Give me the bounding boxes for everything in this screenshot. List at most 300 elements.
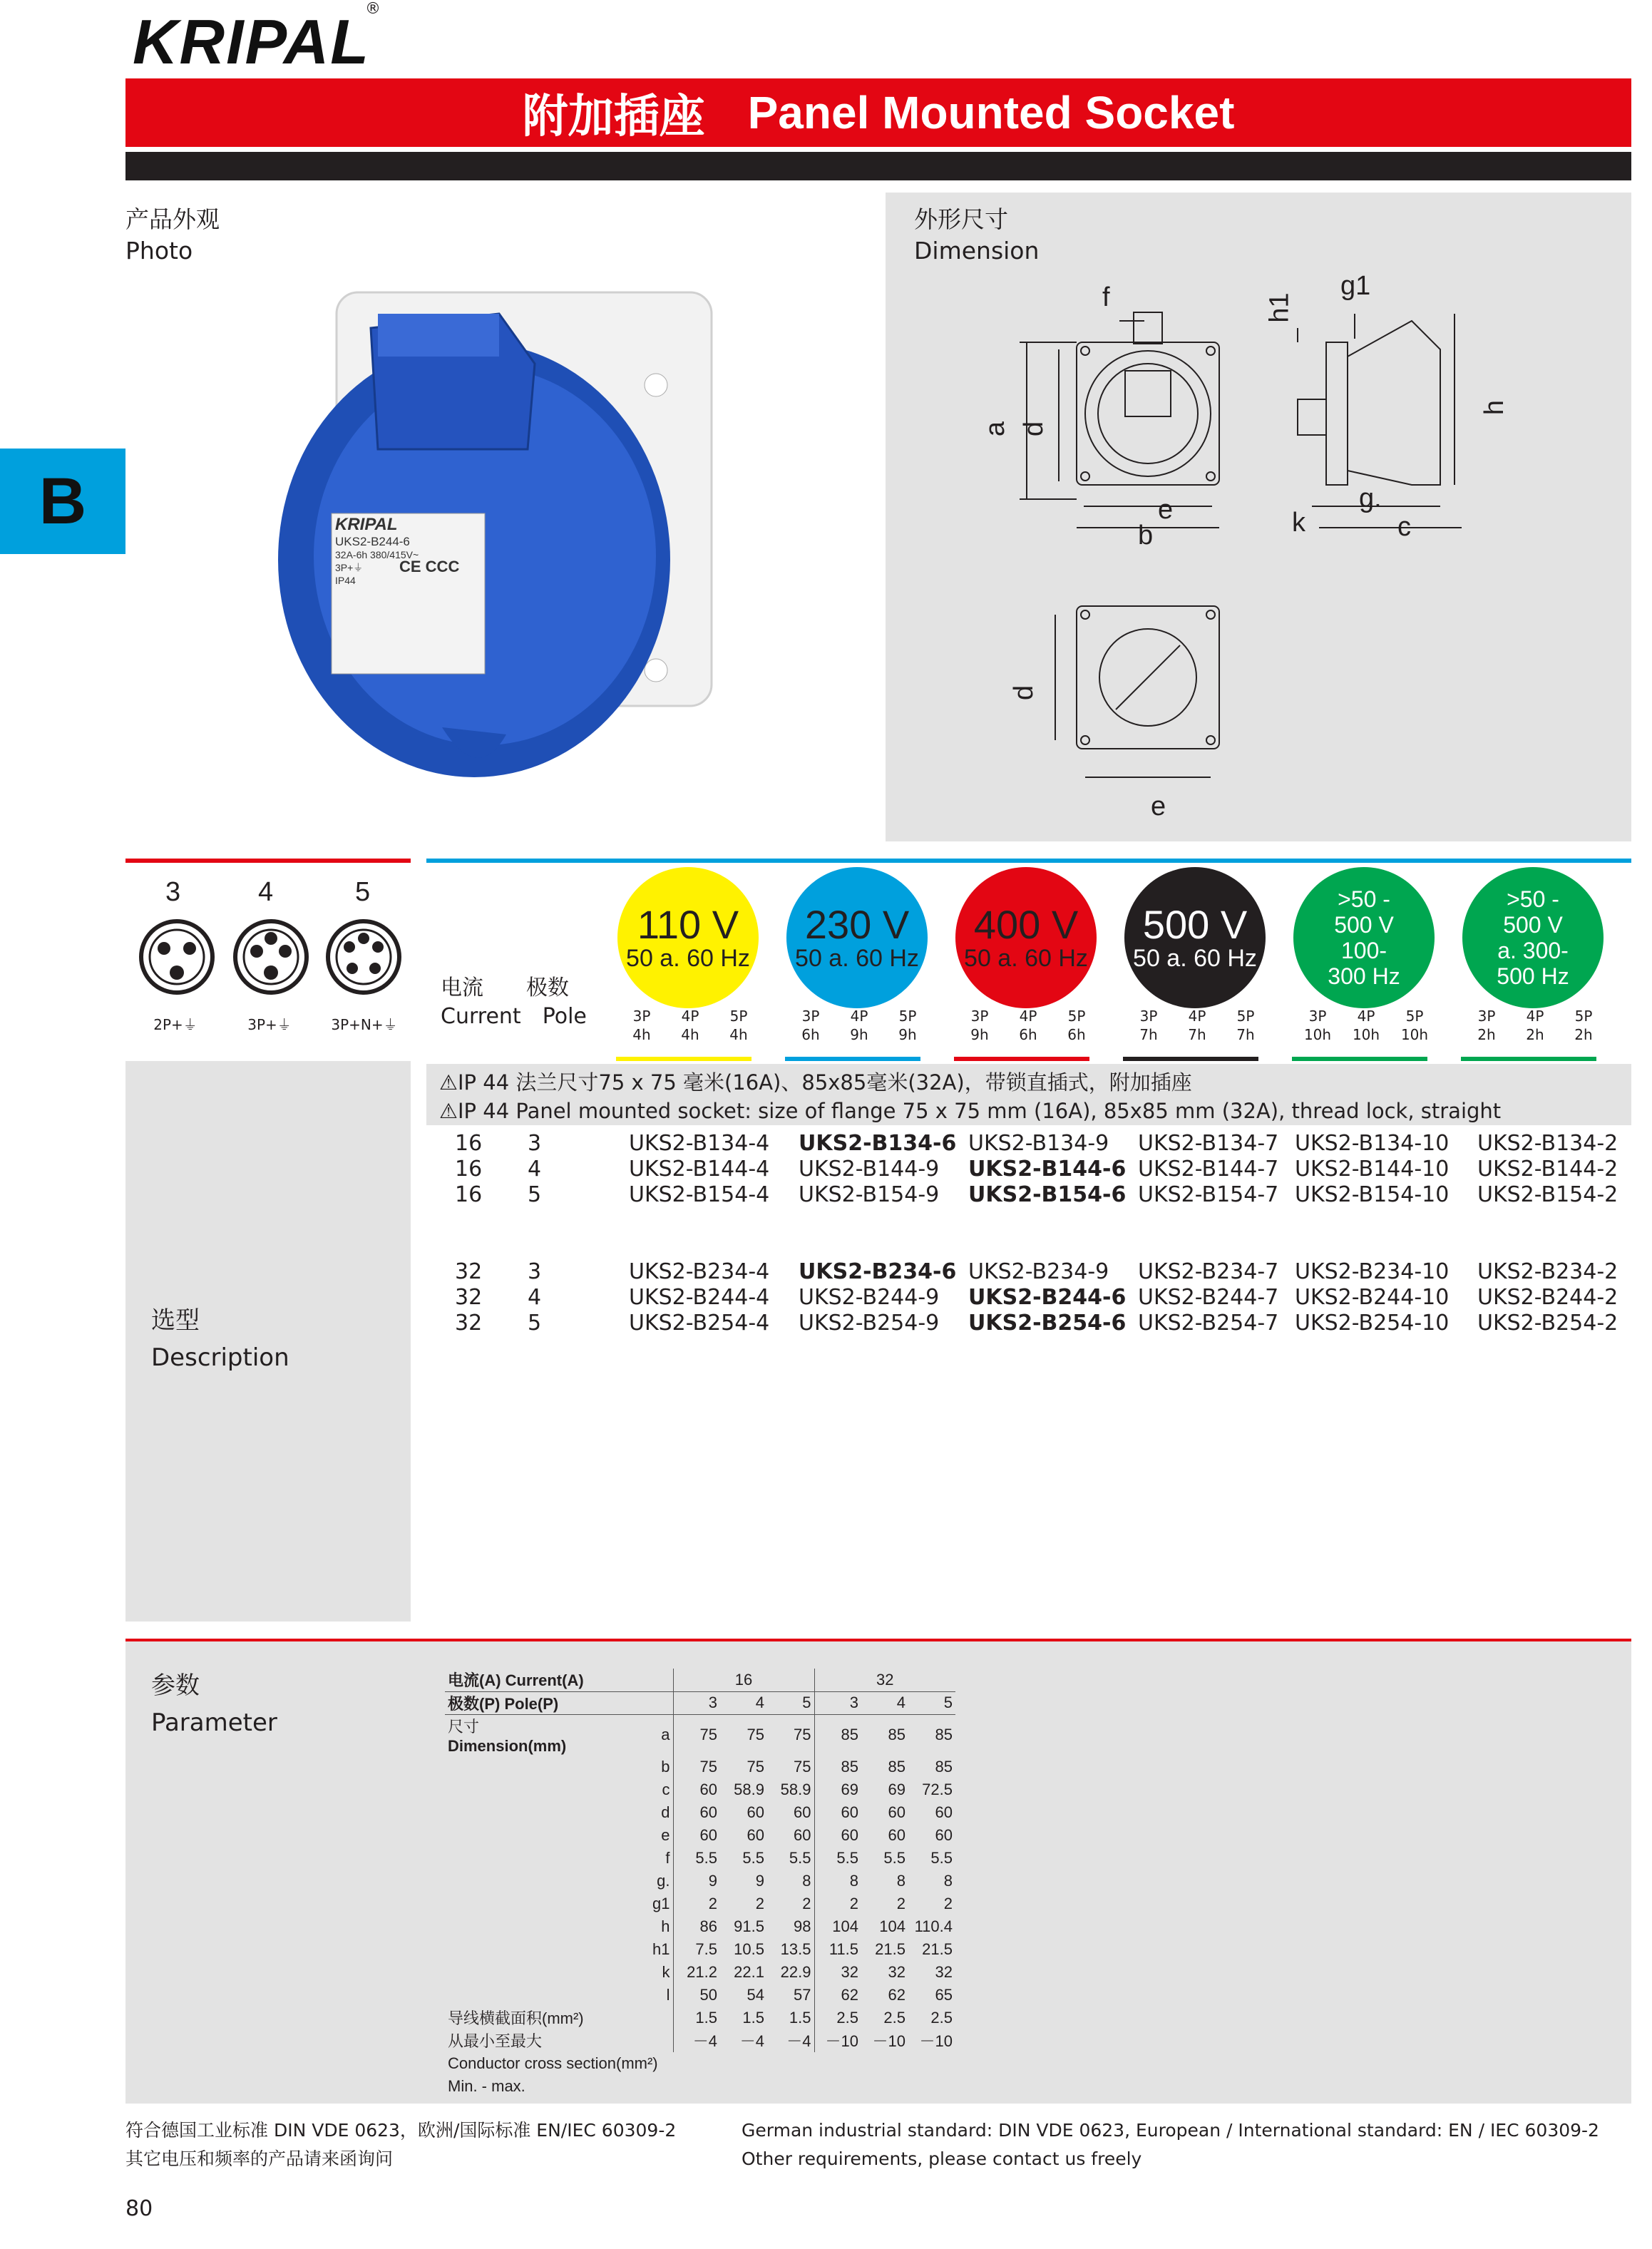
param-dim-value: 65: [935, 1985, 953, 2004]
pole-red-rule: [125, 859, 411, 863]
param-spacer: [630, 1669, 673, 1691]
pole-count: 4P: [681, 1008, 699, 1025]
param-wire-min: 2.5: [883, 2008, 905, 2027]
param-dim-value: 69: [814, 1778, 861, 1801]
param-dim-row: [445, 1714, 955, 1756]
pole-hour-position: [1226, 1007, 1266, 1044]
param-wire-cn1: 导线横截面积(mm²): [448, 2009, 584, 2027]
voltage-range-line: 300 Hz: [1328, 963, 1400, 989]
param-dim-value: 21.5: [922, 1940, 953, 1958]
param-dim-value: 2: [896, 1894, 905, 1912]
voltage-badge: [1124, 867, 1266, 1008]
dim-label-f: f: [1102, 282, 1110, 312]
voltage-range-line: 500 V: [1334, 912, 1394, 938]
frequency-value: 50 a. 60 Hz: [1133, 945, 1257, 972]
param-wire-max: －4: [739, 2032, 764, 2050]
voltage-range-line: >50 -: [1507, 886, 1559, 912]
pole-hour-position: [622, 1007, 662, 1044]
param-dim-key: a: [661, 1726, 670, 1743]
param-wire-row: [445, 2075, 955, 2098]
pole-hour-position: [1129, 1007, 1169, 1044]
dim-label-d: d: [1019, 421, 1050, 437]
voltage-value: 400 V: [973, 902, 1079, 947]
param-spacer: [445, 1870, 630, 1892]
param-dim-value: 69: [888, 1780, 905, 1798]
pole-number-3: 3: [165, 877, 181, 907]
dim-label-h: h: [1479, 399, 1510, 416]
param-dim-value: 32: [814, 1961, 861, 1984]
hour-position: 4h: [632, 1026, 651, 1043]
photo-label-cn: 产品外观: [125, 205, 220, 233]
hour-position: 6h: [801, 1026, 820, 1043]
param-dim-value: 75: [747, 1726, 764, 1743]
param-dim-value: 60: [935, 1803, 953, 1821]
model-code: UKS2-B154-4: [629, 1182, 770, 1207]
hour-position: 7h: [1236, 1026, 1255, 1043]
pole-count: 3P: [801, 1008, 820, 1025]
param-pole-row: [445, 1691, 955, 1714]
param-wire-max: －4: [786, 2032, 811, 2050]
param-dim-value: 22.9: [780, 1962, 811, 1981]
param-current-16: 16: [673, 1669, 814, 1691]
param-spacer: [445, 1915, 630, 1938]
model-code: UKS2-B134-4: [629, 1131, 770, 1156]
param-wire-min: 1.5: [742, 2008, 764, 2027]
param-current-row: [445, 1669, 955, 1691]
title-en: Panel Mounted Socket: [747, 87, 1235, 138]
param-current-32: 32: [814, 1669, 955, 1691]
voltage-badge: [786, 867, 928, 1008]
param-dim-row: [445, 1892, 955, 1915]
param-dim-value: 54: [747, 1985, 764, 2004]
param-dim-row: [445, 1778, 955, 1801]
param-dim-value: 2: [755, 1894, 764, 1912]
parameter-heading: [151, 1667, 277, 1741]
param-dim-label: [445, 1714, 630, 1756]
model-code: UKS2-B234-2: [1477, 1259, 1618, 1284]
hour-position: 9h: [970, 1026, 989, 1043]
hour-position: 2h: [1574, 1026, 1593, 1043]
hour-position: 6h: [1019, 1026, 1037, 1043]
param-dim-value: 60: [888, 1803, 905, 1821]
model-row: [426, 1285, 1631, 1311]
param-pole-value: 4: [720, 1691, 767, 1714]
model-code: UKS2-B154-7: [1138, 1182, 1279, 1207]
param-dim-row: [445, 1961, 955, 1984]
frequency-value: 50 a. 60 Hz: [626, 945, 750, 972]
model-code: UKS2-B144-4: [629, 1157, 770, 1182]
param-wire-row: [445, 2052, 955, 2075]
param-dim-cn: 尺寸: [448, 1717, 480, 1736]
model-code: UKS2-B254-2: [1477, 1311, 1618, 1336]
brand-logo: KRIPAL: [133, 6, 371, 77]
param-dim-row: [445, 1870, 955, 1892]
param-dim-value: 8: [943, 1871, 953, 1890]
param-dim-value: 85: [935, 1757, 953, 1776]
model-code: UKS2-B234-4: [629, 1259, 770, 1284]
param-dim-key: e: [661, 1825, 670, 1844]
model-code: UKS2-B244-4: [629, 1285, 770, 1310]
pole-hour-position: [839, 1007, 879, 1044]
hour-position: 7h: [1188, 1026, 1206, 1043]
voltage-range-line: 100-: [1340, 938, 1387, 963]
param-dim-key: b: [661, 1757, 670, 1776]
model-row: [426, 1131, 1631, 1157]
voltage-badge: [617, 867, 759, 1008]
warning-icon: ⚠: [439, 1099, 458, 1123]
param-dim-value: 85: [935, 1726, 953, 1743]
pole-hour-position: [1177, 1007, 1217, 1044]
pole-label-4p: 3P+⏚: [247, 1016, 292, 1033]
section-tab: B: [0, 449, 125, 554]
param-dim-value: 60: [747, 1803, 764, 1821]
param-dim-en: Dimension(mm): [448, 1736, 567, 1755]
param-dim-key: k: [662, 1962, 670, 1981]
param-wire-max: －10: [872, 2032, 905, 2050]
param-dim-key: d: [661, 1803, 670, 1821]
param-dim-value: 75: [794, 1726, 811, 1743]
description-label-en: Description: [151, 1343, 289, 1372]
model-row: [426, 1311, 1631, 1336]
param-dim-value: 60: [794, 1825, 811, 1844]
voltage-range-line: 500 Hz: [1497, 963, 1569, 989]
param-spacer: [445, 1961, 630, 1984]
param-wire-row: [445, 2029, 955, 2052]
current-cell: 16: [455, 1157, 483, 1182]
param-wire-max: －10: [814, 2029, 861, 2052]
dim-label-b: b: [1138, 521, 1154, 550]
param-dim-value: 60: [673, 1824, 720, 1847]
param-dim-value: 60: [794, 1803, 811, 1821]
param-dim-value: 22.1: [734, 1962, 764, 1981]
param-spacer: [445, 1778, 630, 1801]
current-label-en: Current: [441, 1004, 521, 1029]
model-code: UKS2-B134-2: [1477, 1131, 1618, 1156]
param-dim-value: 75: [794, 1757, 811, 1776]
pole-hour-position: [1057, 1007, 1097, 1044]
model-code: UKS2-B244-9: [799, 1285, 940, 1310]
pole-count: 4P: [850, 1008, 868, 1025]
voltage-blue-rule: [426, 859, 1631, 863]
param-dim-value: 8: [802, 1871, 811, 1890]
param-dim-value: 104: [879, 1917, 905, 1935]
pole-hour-position: [1564, 1007, 1604, 1044]
param-dim-value: 60: [814, 1801, 861, 1824]
param-wire-row: [445, 2007, 955, 2029]
param-dim-value: 60: [747, 1825, 764, 1844]
param-dim-value: 21.5: [875, 1940, 905, 1958]
model-code: UKS2-B234-7: [1138, 1259, 1279, 1284]
voltage-column: [1289, 867, 1458, 1067]
model-code: UKS2-B154-9: [799, 1182, 940, 1207]
footer-cn: [125, 2116, 676, 2173]
model-code: UKS2-B144-6: [968, 1157, 1127, 1182]
model-code: UKS2-B244-10: [1295, 1285, 1450, 1310]
param-dim-value: 57: [794, 1985, 811, 2004]
dim-label-e-bottom: e: [1151, 791, 1166, 821]
pole-cell: 5: [528, 1182, 542, 1207]
param-dim-key: g1: [652, 1894, 670, 1912]
param-pole-cn: 极数(P): [448, 1694, 501, 1713]
param-dim-value: 91.5: [734, 1917, 764, 1935]
voltage-color-bar: [616, 1057, 751, 1061]
hour-position: 7h: [1139, 1026, 1158, 1043]
param-dim-value: 13.5: [780, 1940, 811, 1958]
title-underbar: [125, 152, 1631, 180]
param-dim-row: [445, 1847, 955, 1870]
param-dim-value: 2: [673, 1892, 720, 1915]
nameplate-brand: KRIPAL: [335, 515, 398, 534]
current-label-cn: 电流: [441, 975, 483, 1000]
voltage-value: 500 V: [1142, 902, 1248, 947]
pole-label-cn: 极数: [526, 975, 569, 1000]
voltage-badge: [955, 867, 1097, 1008]
model-code: UKS2-B254-4: [629, 1311, 770, 1336]
model-code: UKS2-B134-6: [799, 1131, 957, 1156]
pole-label-3p: 2P+⏚: [153, 1016, 197, 1033]
hour-position: 9h: [898, 1026, 917, 1043]
param-pole-value: 3: [673, 1691, 720, 1714]
parameter-table: [445, 1669, 987, 2098]
footer-en: [742, 2116, 1599, 2173]
model-code: UKS2-B154-10: [1295, 1182, 1450, 1207]
param-dim-value: 5.5: [814, 1847, 861, 1870]
param-dim-value: 75: [673, 1714, 720, 1756]
hour-position: 2h: [1526, 1026, 1544, 1043]
param-dim-value: 62: [888, 1985, 905, 2004]
pole-count: 4P: [1357, 1008, 1375, 1025]
param-spacer: [445, 1801, 630, 1824]
pole-panel: [125, 877, 411, 1055]
pole-count: 4P: [1526, 1008, 1544, 1025]
pole-hour-position: [670, 1007, 710, 1044]
voltage-column: [1120, 867, 1289, 1067]
param-dim-value: 62: [814, 1984, 861, 2007]
param-dim-value: 9: [755, 1871, 764, 1890]
voltage-column: [613, 867, 782, 1067]
model-code: UKS2-B134-10: [1295, 1131, 1450, 1156]
pole-hour-position: [888, 1007, 928, 1044]
note-cn: IP 44 法兰尺寸75 x 75 毫米(16A)、85x85毫米(32A)，带锁直插式，附加插座: [458, 1070, 1192, 1095]
voltage-badge: [1462, 867, 1604, 1008]
dim-label-c: c: [1397, 512, 1411, 542]
pin-layout-3p-icon: [141, 921, 212, 993]
hour-position: 4h: [729, 1026, 748, 1043]
param-dim-value: 86: [673, 1915, 720, 1938]
footer-en-1: German industrial standard: DIN VDE 0623, European / International standard: EN / IEC 60309-2: [742, 2120, 1599, 2141]
model-code: UKS2-B254-10: [1295, 1311, 1450, 1336]
pole-hour-position: [1298, 1007, 1338, 1044]
param-dim-value: 85: [888, 1757, 905, 1776]
model-code: UKS2-B134-9: [968, 1131, 1109, 1156]
voltage-color-bar: [1461, 1057, 1596, 1061]
current-cell: 32: [455, 1311, 483, 1336]
pole-count: 5P: [1067, 1008, 1086, 1025]
param-dim-key: l: [666, 1985, 670, 2004]
pole-cell: 4: [528, 1157, 542, 1182]
param-dim-value: 60: [888, 1825, 905, 1844]
param-dim-value: 58.9: [734, 1780, 764, 1798]
param-dim-value: 8: [896, 1871, 905, 1890]
pole-count: 5P: [898, 1008, 917, 1025]
parameter-label-en: Parameter: [151, 1708, 277, 1737]
pole-label-en: Pole: [542, 1004, 587, 1029]
nameplate-model: UKS2-B244-6: [335, 535, 410, 548]
model-row: [426, 1259, 1631, 1285]
param-dim-key: h1: [652, 1940, 670, 1958]
param-current-label: [445, 1669, 630, 1691]
param-dim-value: 110.4: [914, 1917, 953, 1935]
model-code: UKS2-B234-6: [799, 1259, 957, 1284]
voltage-badge: [1293, 867, 1435, 1008]
param-dim-value: 2: [943, 1894, 953, 1912]
page-number: 80: [125, 2196, 153, 2221]
pole-cell: 3: [528, 1131, 542, 1156]
model-code: UKS2-B244-6: [968, 1285, 1127, 1310]
param-dim-value: 5.5: [789, 1848, 811, 1867]
param-wire-min: 1.5: [673, 2007, 720, 2029]
param-dim-value: 85: [814, 1756, 861, 1778]
param-pole-value: 4: [861, 1691, 908, 1714]
warning-icon: ⚠: [439, 1070, 458, 1095]
dimension-heading: [914, 204, 1039, 267]
param-dim-value: 2: [802, 1894, 811, 1912]
param-dim-value: 75: [673, 1756, 720, 1778]
dim-label-h1: h1: [1264, 292, 1295, 323]
param-wire-en1: Conductor cross section(mm²): [448, 2054, 658, 2072]
param-dim-row: [445, 1801, 955, 1824]
param-spacer: [630, 2029, 673, 2052]
dim-label-d-bottom: d: [1009, 685, 1040, 701]
dimension-label-en: Dimension: [914, 237, 1040, 265]
title-band: [125, 78, 1631, 147]
param-pole-value: 3: [814, 1691, 861, 1714]
pole-hour-position: [1395, 1007, 1435, 1044]
param-dim-key: c: [662, 1780, 670, 1798]
current-cell: 32: [455, 1285, 483, 1310]
param-dim-value: 32: [888, 1962, 905, 1981]
model-code: UKS2-B154-2: [1477, 1182, 1618, 1207]
param-pole-en: Pole(P): [504, 1694, 559, 1713]
param-dim-value: 5.5: [673, 1847, 720, 1870]
model-code: UKS2-B144-2: [1477, 1157, 1618, 1182]
pole-count: 3P: [1308, 1008, 1327, 1025]
pole-count: 5P: [1405, 1008, 1424, 1025]
voltage-column: [951, 867, 1120, 1067]
parameter-label-cn: 参数: [151, 1671, 200, 1700]
pole-count: 5P: [1236, 1008, 1255, 1025]
param-dim-value: 5.5: [742, 1848, 764, 1867]
param-dim-value: 60: [935, 1825, 953, 1844]
model-code: UKS2-B254-9: [799, 1311, 940, 1336]
pole-cell: 4: [528, 1285, 542, 1310]
param-dim-key: f: [665, 1848, 670, 1867]
model-code: UKS2-B254-7: [1138, 1311, 1279, 1336]
voltage-color-bar: [785, 1057, 920, 1061]
model-code: UKS2-B234-10: [1295, 1259, 1450, 1284]
param-dim-value: 60: [673, 1801, 720, 1824]
voltage-column: [782, 867, 951, 1067]
registered-mark: ®: [365, 0, 381, 18]
dim-label-e: e: [1158, 495, 1174, 525]
description-heading: [151, 1302, 289, 1376]
param-dim-value: 11.5: [814, 1938, 861, 1961]
voltage-color-bar: [954, 1057, 1089, 1061]
pole-count: 4P: [1019, 1008, 1037, 1025]
param-dim-value: 8: [814, 1870, 861, 1892]
param-wire-min: 2.5: [930, 2008, 953, 2027]
param-dim-key: g.: [657, 1871, 670, 1890]
pole-cell: 3: [528, 1259, 542, 1284]
model-code-table: [426, 1131, 1631, 1336]
param-spacer: [445, 1847, 630, 1870]
hour-position: 9h: [850, 1026, 868, 1043]
pin-layout-5p-icon: [328, 921, 399, 993]
voltage-columns: [613, 867, 1626, 1067]
param-current-en: Current(A): [505, 1671, 584, 1690]
model-code: UKS2-B254-6: [968, 1311, 1127, 1336]
note-en: IP 44 Panel mounted socket: size of flange 75 x 75 mm (16A), 85x85 mm (32A), thread lock, straight: [458, 1099, 1502, 1123]
pole-count: 4P: [1188, 1008, 1206, 1025]
product-photo: [257, 285, 727, 784]
param-dim-value: 60: [814, 1824, 861, 1847]
current-cell: 16: [455, 1182, 483, 1207]
pole-hour-position: [1515, 1007, 1555, 1044]
model-row: [426, 1157, 1631, 1182]
param-pole-value: 5: [908, 1691, 955, 1714]
frequency-value: 50 a. 60 Hz: [795, 945, 919, 972]
voltage-value: 110 V: [637, 902, 739, 947]
param-wire-min: 1.5: [789, 2008, 811, 2027]
voltage-range-line: 500 V: [1503, 912, 1563, 938]
model-code: UKS2-B244-2: [1477, 1285, 1618, 1310]
param-dim-row: [445, 1756, 955, 1778]
param-dim-value: 5.5: [930, 1848, 953, 1867]
hour-position: 2h: [1477, 1026, 1496, 1043]
param-dim-row: [445, 1915, 955, 1938]
pin-layout-4p-icon: [235, 921, 307, 993]
param-wire-en2: Min. - max.: [448, 2076, 525, 2095]
photo-label-en: Photo: [125, 237, 193, 265]
footer-cn-1: 符合德国工业标准 DIN VDE 0623，欧洲/国际标准 EN/IEC 60309-2: [125, 2120, 677, 2141]
model-code: UKS2-B144-7: [1138, 1157, 1279, 1182]
pole-count: 3P: [970, 1008, 989, 1025]
param-wire-cn2: 从最小至最大: [448, 2032, 543, 2050]
model-code: UKS2-B154-6: [968, 1182, 1127, 1207]
current-cell: 32: [455, 1259, 483, 1284]
dimension-drawing: [984, 271, 1526, 827]
param-wire-max: －10: [919, 2032, 953, 2050]
param-dim-value: 7.5: [673, 1938, 720, 1961]
frequency-value: 50 a. 60 Hz: [964, 945, 1088, 972]
pole-count: 3P: [1477, 1008, 1496, 1025]
pole-count: 3P: [632, 1008, 651, 1025]
current-cell: 16: [455, 1131, 483, 1156]
pole-hour-position: [1346, 1007, 1386, 1044]
param-spacer: [445, 1892, 630, 1915]
pole-label-5p: 3P+N+⏚: [331, 1016, 398, 1033]
param-spacer: [445, 1824, 630, 1847]
param-wire-max: －4: [673, 2029, 720, 2052]
model-row: [426, 1182, 1631, 1208]
param-dim-row: [445, 1824, 955, 1847]
voltage-color-bar: [1123, 1057, 1258, 1061]
dimension-label-cn: 外形尺寸: [914, 205, 1008, 233]
pole-cell: 5: [528, 1311, 542, 1336]
description-note: [426, 1064, 1631, 1125]
voltage-color-bar: [1292, 1057, 1427, 1061]
product-nameplate: [335, 515, 478, 586]
